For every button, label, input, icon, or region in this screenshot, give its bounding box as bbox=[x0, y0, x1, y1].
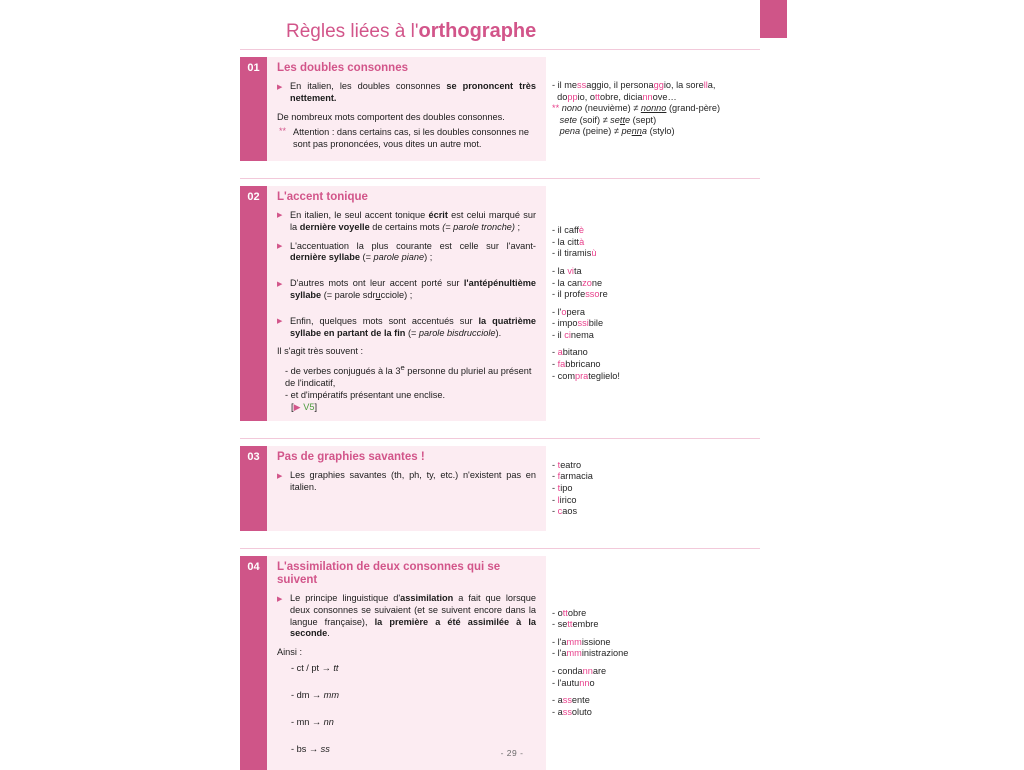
rule-text-strong: se prononcent très nettement. bbox=[290, 81, 536, 103]
example-line-note: sete (soif) ≠ sette (sept) bbox=[559, 114, 657, 125]
rule-bullet: ▶ En italien, le seul accent tonique écrit est celui marqué sur la dernière voyelle de certains mots (= parole tronche) ; bbox=[277, 210, 536, 234]
section-number: 04 bbox=[240, 556, 267, 770]
rule-paragraph: Ainsi : bbox=[277, 647, 303, 658]
example-line: - il messaggio, il personaggio, la sorella, bbox=[552, 80, 716, 90]
example-line-note: pena (peine) ≠ penna (stylo) bbox=[559, 126, 675, 137]
page-title bbox=[240, 0, 762, 49]
example-line: - l'opera bbox=[552, 306, 585, 317]
example-line-note: ** nono (neuvième) ≠ nonno (grand-père) bbox=[552, 103, 721, 114]
rule-bullet: ▶ L'accentuation la plus courante est celle sur l'avant-dernière syllabe (= parole piane) ; bbox=[277, 241, 536, 265]
section-divider bbox=[240, 548, 760, 549]
rule-list-item: - et d'impératifs présentant une enclise. bbox=[285, 389, 446, 400]
cross-reference-label: V5 bbox=[303, 401, 315, 412]
example-line: - ottobre bbox=[552, 607, 587, 618]
document-content bbox=[240, 0, 762, 770]
example-column bbox=[546, 186, 760, 421]
section-number: 02 bbox=[240, 186, 267, 421]
section-panel bbox=[267, 556, 546, 770]
example-line: - l'ammissione bbox=[552, 636, 611, 647]
example-line: - assoluto bbox=[552, 706, 592, 717]
example-line: - settembre bbox=[552, 619, 599, 630]
section-title: L'assimilation de deux consonnes qui se suivent bbox=[277, 561, 501, 586]
example-line: - la canzone bbox=[552, 277, 603, 288]
example-line: - teatro bbox=[552, 459, 582, 470]
rule-paragraph: De nombreux mots comportent des doubles consonnes. bbox=[277, 111, 505, 122]
example-line: - impossibile bbox=[552, 318, 604, 329]
example-line: - caos bbox=[552, 506, 578, 517]
example-line: - comprateglielo! bbox=[552, 370, 620, 381]
rule-list-item: - de verbes conjugués à la 3e personne du pluriel au présent de l'indicatif, bbox=[285, 363, 532, 389]
section-panel bbox=[267, 57, 546, 161]
section-04 bbox=[240, 556, 760, 770]
example-line: - la città bbox=[552, 236, 585, 247]
example-line: - farmacia bbox=[552, 471, 593, 482]
example-line: - il cinema bbox=[552, 329, 594, 340]
rule-bullet bbox=[277, 81, 536, 105]
section-03 bbox=[240, 446, 760, 531]
rule-text: En italien, les doubles consonnes bbox=[290, 81, 447, 91]
example-line: - condannare bbox=[552, 665, 607, 676]
example-line: - lirico bbox=[552, 494, 577, 505]
example-line: - abitano bbox=[552, 347, 588, 358]
section-number: 03 bbox=[240, 446, 267, 531]
assimilation-rule: - mn → nn bbox=[291, 716, 334, 727]
section-number: 01 bbox=[240, 57, 267, 161]
example-line: - assente bbox=[552, 695, 590, 706]
assimilation-rule: - bs → ss bbox=[291, 743, 330, 754]
page-title-light: Règles liées à l' bbox=[286, 21, 419, 42]
example-line: - la vita bbox=[552, 265, 582, 276]
rule-bullet: ▶ Les graphies savantes (th, ph, ty, etc.) n'existent pas en italien. bbox=[277, 470, 536, 494]
section-title: Les doubles consonnes bbox=[277, 62, 408, 74]
section-divider bbox=[240, 178, 760, 179]
example-column bbox=[546, 556, 760, 770]
page-title-strong: orthographe bbox=[418, 20, 537, 42]
example-line: - l'amministrazione bbox=[552, 648, 629, 659]
assimilation-rule: - dm → mm bbox=[291, 689, 339, 700]
example-line: - tipo bbox=[552, 482, 573, 493]
section-panel bbox=[267, 446, 546, 531]
page-footer bbox=[0, 748, 1024, 758]
example-line: - il caffè bbox=[552, 225, 585, 236]
assimilation-rule: - ct / pt → tt bbox=[291, 662, 339, 673]
example-column bbox=[546, 446, 760, 531]
rule-bullet: ▶ Enfin, quelques mots sont accentués sur la quatrième syllabe en partant de la fin (= parole bisdrucciole). bbox=[277, 316, 536, 340]
example-line: doppio, ottobre, diciannove… bbox=[552, 91, 677, 102]
example-column bbox=[546, 57, 760, 161]
section-divider bbox=[240, 49, 760, 50]
example-line: - l'autunno bbox=[552, 677, 595, 688]
rule-paragraph: Il s'agit très souvent : bbox=[277, 346, 364, 357]
section-title: Pas de graphies savantes ! bbox=[277, 451, 425, 464]
section-02 bbox=[240, 186, 760, 421]
rule-note: ** Attention : dans certains cas, si les doubles consonnes ne sont pas prononcées, vous dites un autre mot. bbox=[277, 127, 536, 151]
example-line: - il professore bbox=[552, 289, 608, 300]
cross-reference: [▶ V5] bbox=[291, 401, 318, 412]
rule-bullet: ▶ D'autres mots ont leur accent porté sur l'antépénultième syllabe (= parole sdrucciole) ; bbox=[277, 278, 536, 302]
example-line: - fabbricano bbox=[552, 359, 601, 370]
example-line: - il tiramisù bbox=[552, 248, 597, 259]
section-divider bbox=[240, 438, 760, 439]
corner-tab-decoration bbox=[760, 0, 787, 38]
page-number: - 29 - bbox=[500, 748, 524, 758]
section-01 bbox=[240, 57, 760, 161]
section-panel bbox=[267, 186, 546, 421]
section-title: L'accent tonique bbox=[277, 190, 368, 203]
rule-bullet: ▶ Le principe linguistique d'assimilation a fait que lorsque deux consonnes se suivaient (et se suivent encore dans la langue française), la première a été assimilée à la seconde. bbox=[277, 593, 536, 640]
